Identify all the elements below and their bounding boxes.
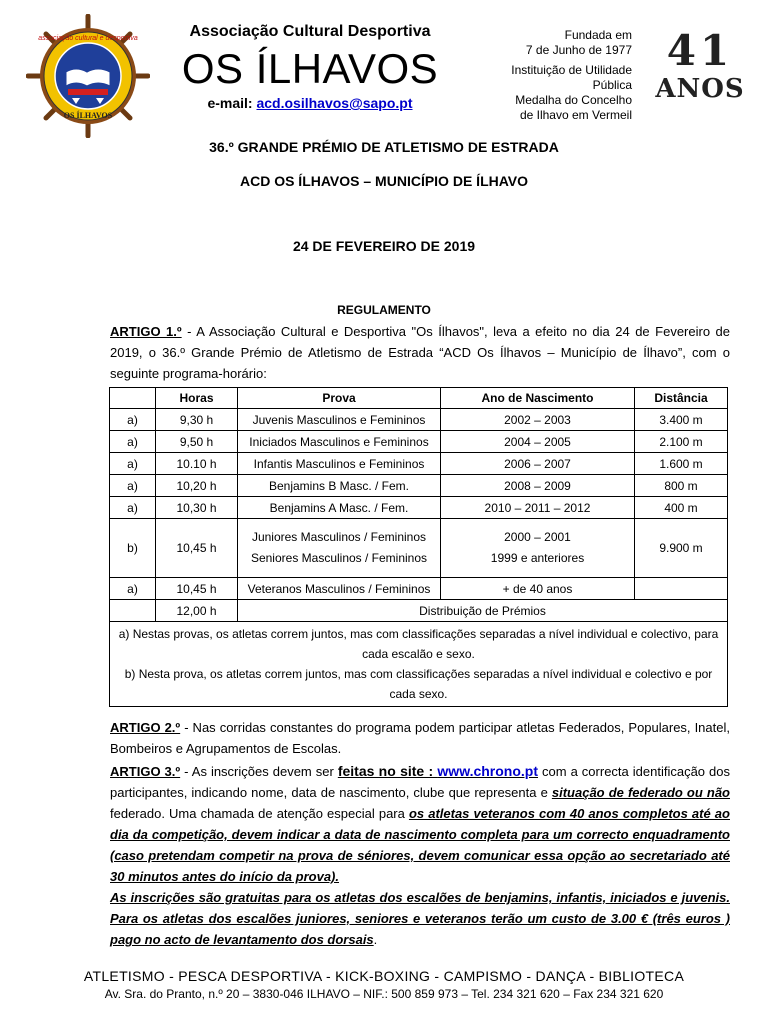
table-cell: 10,30 h <box>156 497 238 519</box>
table-cell: 10,20 h <box>156 475 238 497</box>
table-cell: 2002 – 2003 <box>441 409 635 431</box>
header-info <box>472 28 632 123</box>
table-row <box>110 497 728 519</box>
logo-text-top: associação cultural e desportiva <box>38 35 138 42</box>
email-link[interactable]: acd.osilhavos@sapo.pt <box>256 95 413 111</box>
years-number: 41 <box>666 26 734 75</box>
federado-text: situação de federado ou não <box>551 785 730 800</box>
ano-seniores: 1999 e anteriores <box>490 551 585 565</box>
article-3-label: ARTIGO 3.º <box>110 764 181 779</box>
table-header-row <box>110 388 728 409</box>
table-cell <box>635 578 728 600</box>
table-cell: a) <box>110 578 156 600</box>
org-name: OS ÍLHAVOS <box>181 45 439 92</box>
event-title: 36.º GRANDE PRÉMIO DE ATLETISMO DE ESTRADA <box>209 139 559 155</box>
table-cell: 2004 – 2005 <box>441 431 635 453</box>
article-3-text-3: federado. Uma chamada de atenção especial para <box>110 806 409 821</box>
note-a: a) Nestas provas, os atletas correm juntos, mas com classificações separadas a nível individual e colectivo, para cada escalão e sexo. <box>118 627 719 661</box>
table-row <box>110 475 728 497</box>
article-3-end: . <box>373 932 378 947</box>
table-cell: 10.10 h <box>156 453 238 475</box>
table-cell: Distribuição de Prémios <box>238 600 728 622</box>
table-cell: 2006 – 2007 <box>441 453 635 475</box>
table-cell: Infantis Masculinos e Femininos <box>238 453 441 475</box>
article-3 <box>110 761 730 950</box>
table-cell: a) <box>110 409 156 431</box>
table-row <box>110 453 728 475</box>
table-cell: 400 m <box>635 497 728 519</box>
table-notes <box>110 622 728 707</box>
article-3-text-1: - As inscrições devem ser <box>180 764 338 779</box>
footer-address: Av. Sra. do Pranto, n.º 20 – 3830-046 ILHAVO – NIF.: 500 859 973 – Tel. 234 321 620 – Fax 234 321 620 <box>104 987 664 1001</box>
article-2 <box>110 717 730 759</box>
table-row <box>110 409 728 431</box>
medal-line-1: Medalha do Concelho <box>515 93 632 107</box>
table-cell: a) <box>110 431 156 453</box>
table-header: Distância <box>635 388 728 409</box>
article-1-label: ARTIGO 1.º <box>110 324 182 339</box>
table-cell: a) <box>110 453 156 475</box>
event-subtitle: ACD OS ÍLHAVOS – MUNICÍPIO DE ÍLHAVO <box>239 173 529 189</box>
table-cell: Juvenis Masculinos e Femininos <box>238 409 441 431</box>
founded-line-2: 7 de Junho de 1977 <box>525 43 632 57</box>
article-2-text: - Nas corridas constantes do programa podem participar atletas Federados, Populares, Inatel, Bombeiros e Agrupamentos de Escolas. <box>110 720 730 756</box>
table-cell: 3.400 m <box>635 409 728 431</box>
article-1-text: - A Associação Cultural e Desportiva "Os Ílhavos", leva a efeito no dia 24 de Fevereiro de 2019, o 36.º Grande Prémio de Atletismo de Estrada “ACD Os Ílhavos – Município de Ílhavo”, com o seguinte programa-horário: <box>110 324 730 381</box>
event-date: 24 DE FEVEREIRO DE 2019 <box>292 238 476 254</box>
table-header: Ano de Nascimento <box>441 388 635 409</box>
logo-text-bottom: OS ÍLHAVOS <box>63 111 113 120</box>
table-row <box>110 431 728 453</box>
table-cell: Veteranos Masculinos / Femininos <box>238 578 441 600</box>
table-cell: 2.100 m <box>635 431 728 453</box>
table-cell: 9.900 m <box>635 519 728 578</box>
article-1 <box>110 321 730 384</box>
gratuitas-text: As inscrições são gratuitas para os atletas dos escalões de benjamins, infantis, iniciados e juvenis. Para os atletas dos escalões juniores, seniores e veteranos terão um custo de 3.00 € (três euros ) pago no acto de levantamento dos dorsais <box>110 890 730 947</box>
table-cell: a) <box>110 497 156 519</box>
table-header: Horas <box>156 388 238 409</box>
anniversary-badge <box>650 28 750 104</box>
table-header <box>110 388 156 409</box>
site-link[interactable]: www.chrono.pt <box>437 763 539 779</box>
table-notes-row <box>110 622 728 707</box>
table-row <box>110 600 728 622</box>
email-label: e-mail: <box>207 95 253 111</box>
medal-line-2: de Ilhavo em Vermeil <box>519 108 632 122</box>
table-cell <box>238 519 441 578</box>
table-row <box>110 519 728 578</box>
table-cell: a) <box>110 475 156 497</box>
note-b: b) Nesta prova, os atletas correm juntos, mas com classificações separadas a nível individual e colectivo e por cada sexo. <box>124 667 713 701</box>
table-cell: 2008 – 2009 <box>441 475 635 497</box>
table-row <box>110 578 728 600</box>
club-logo <box>26 14 150 138</box>
table-header: Prova <box>238 388 441 409</box>
table-cell: Benjamins A Masc. / Fem. <box>238 497 441 519</box>
utility-line-1: Instituição de Utilidade <box>511 63 632 77</box>
table-cell: 2010 – 2011 – 2012 <box>441 497 635 519</box>
org-line: Associação Cultural Desportiva <box>189 23 431 40</box>
founded-line-1: Fundada em <box>564 28 632 42</box>
table-cell: Benjamins B Masc. / Fem. <box>238 475 441 497</box>
prova-juniores: Juniores Masculinos / Femininos <box>251 530 427 544</box>
header-center <box>150 22 470 112</box>
veteranos-text: os atletas veteranos com 40 anos completos até ao dia da competição, devem indicar a data de nascimento completa para um correcto enquadramento (caso pretendam competir na prova de séniores, devem comunicar essa opção ao secretariado até 30 minutos antes do início da prova). <box>110 806 730 884</box>
regulation-heading: REGULAMENTO <box>337 303 431 317</box>
table-cell: 1.600 m <box>635 453 728 475</box>
schedule-table <box>109 387 728 707</box>
table-cell: Iniciados Masculinos e Femininos <box>238 431 441 453</box>
table-cell: 800 m <box>635 475 728 497</box>
site-label: feitas no site : <box>337 763 438 779</box>
article-3-text-2: com a correcta identificação dos participantes, indicando nome, data de nascimento, clube que representa e <box>110 764 730 800</box>
utility-line-2: Pública <box>592 78 632 92</box>
table-cell: 12,00 h <box>156 600 238 622</box>
footer-activities: ATLETISMO - PESCA DESPORTIVA - KICK-BOXING - CAMPISMO - DANÇA - BIBLIOTECA <box>83 968 685 984</box>
table-cell: 9,30 h <box>156 409 238 431</box>
table-cell: + de 40 anos <box>441 578 635 600</box>
years-label: ANOS <box>655 74 745 104</box>
table-cell: 10,45 h <box>156 519 238 578</box>
article-2-label: ARTIGO 2.º <box>110 720 181 735</box>
table-cell: b) <box>110 519 156 578</box>
ano-juniores: 2000 – 2001 <box>504 530 571 544</box>
table-cell: 9,50 h <box>156 431 238 453</box>
email-line <box>150 94 470 112</box>
table-cell <box>441 519 635 578</box>
table-cell: 10,45 h <box>156 578 238 600</box>
table-cell <box>110 600 156 622</box>
prova-seniores: Seniores Masculinos / Femininos <box>250 551 428 565</box>
